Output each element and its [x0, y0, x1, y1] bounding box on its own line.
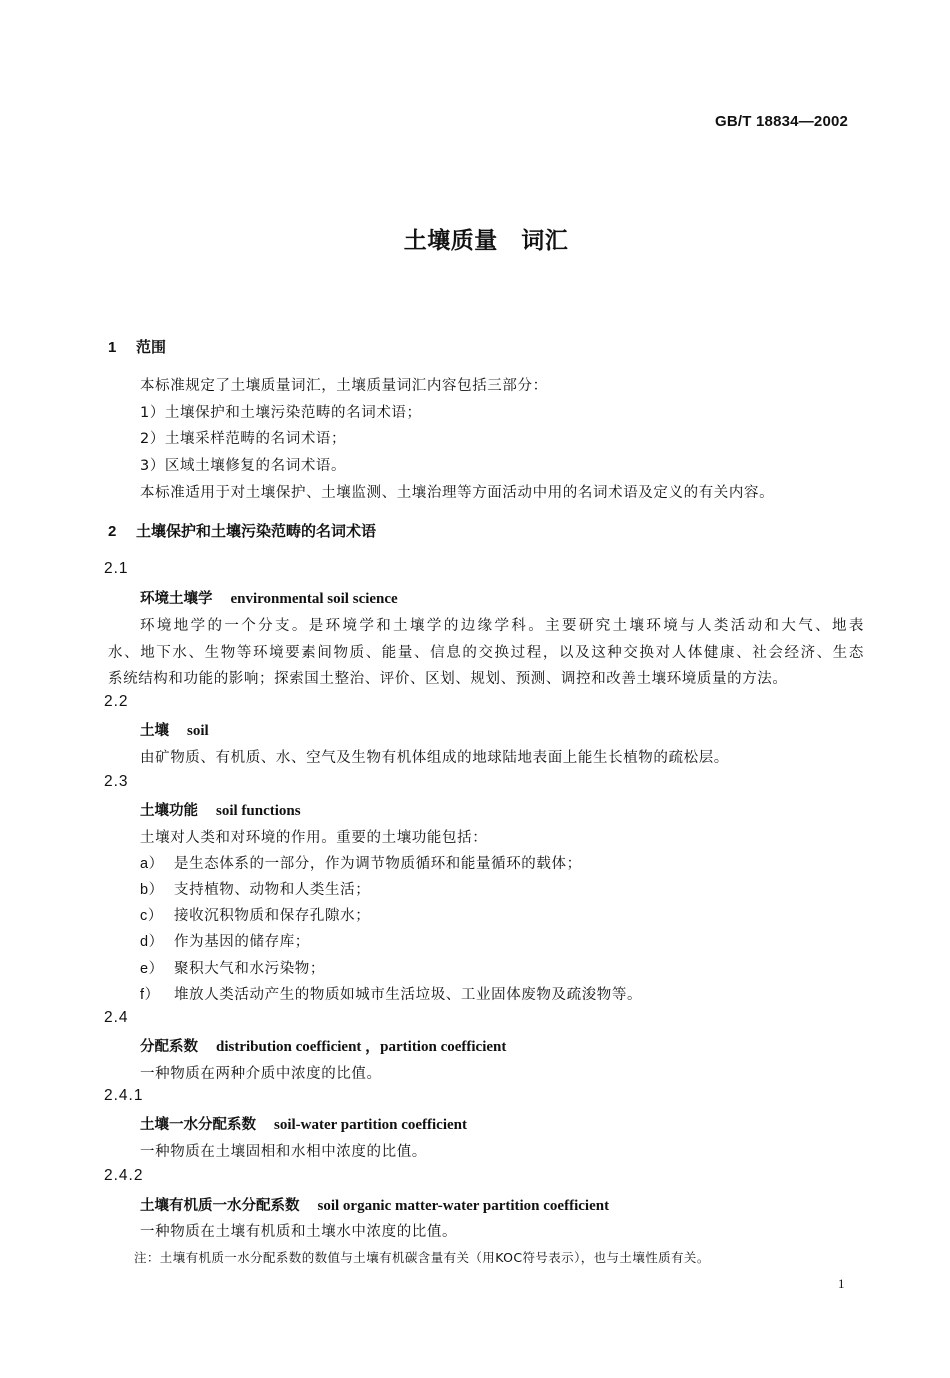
document-title: 土壤质量 词汇 — [403, 228, 569, 254]
definition-line: 环境地学的一个分支。是环境学和土壤学的边缘学科。主要研究土壤环境与人类活动和大气、地表 — [140, 618, 864, 634]
section-number: 1 — [108, 339, 117, 356]
definition: 一种物质在两种介质中浓度的比值。 — [140, 1066, 382, 1082]
definition: 土壤对人类和对环境的作用。重要的土壤功能包括： — [140, 830, 488, 846]
list-item — [140, 878, 370, 899]
clause-number: 2.4.2 — [104, 1167, 144, 1184]
term-english: distribution coefficient ，partition coefficient — [216, 1039, 507, 1055]
note: 注：土壤有机质一水分配系数的数值与土壤有机碳含量有关（用KOC符号表示），也与土壤性质有关。 — [134, 1250, 710, 1265]
section-title: 土壤保护和土壤污染范畴的名词术语 — [136, 522, 377, 540]
list-label: c） — [140, 908, 163, 924]
term-entry — [140, 587, 398, 608]
term-entry — [140, 1194, 609, 1215]
term-entry — [140, 1113, 467, 1134]
list-item — [140, 930, 310, 951]
list-text: 支持植物、动物和人类生活； — [174, 882, 371, 898]
standard-code: GB/T 18834—2002 — [715, 113, 849, 130]
clause-number: 2.4 — [104, 1009, 129, 1026]
section-2-heading — [108, 520, 376, 541]
term-entry — [140, 1035, 506, 1056]
list-label: a） — [140, 856, 164, 872]
list-text: 是生态体系的一部分，作为调节物质循环和能量循环的载体； — [174, 856, 582, 872]
scope-item: 2）土壤采样范畴的名词术语； — [140, 431, 347, 447]
term-chinese: 土壤 — [140, 723, 169, 739]
clause-number: 2.4.1 — [104, 1087, 144, 1104]
page-number: 1 — [838, 1276, 845, 1291]
list-text: 聚积大气和水污染物； — [174, 961, 325, 977]
term-english: soil-water partition coefficient — [274, 1117, 468, 1133]
list-item — [140, 852, 582, 873]
term-chinese: 分配系数 — [140, 1039, 198, 1055]
term-english: soil functions — [216, 803, 301, 819]
list-item — [140, 904, 370, 925]
term-chinese: 土壤有机质一水分配系数 — [140, 1198, 300, 1214]
list-text: 接收沉积物质和保存孔隙水； — [174, 908, 371, 924]
definition: 一种物质在土壤有机质和土壤水中浓度的比值。 — [140, 1224, 458, 1240]
list-item — [140, 983, 642, 1004]
scope-item: 1）土壤保护和土壤污染范畴的名词术语； — [140, 405, 422, 421]
section-number: 2 — [108, 523, 117, 540]
section-1-heading — [108, 336, 166, 357]
term-english: environmental soil science — [230, 591, 398, 607]
term-english: soil organic matter-water partition coefficient — [317, 1198, 610, 1214]
definition-line: 系统结构和功能的影响；探索国土整治、评价、区划、规划、预测、调控和改善土壤环境质量的方法。 — [108, 671, 788, 687]
definition: 一种物质在土壤固相和水相中浓度的比值。 — [140, 1144, 427, 1160]
definition: 由矿物质、有机质、水、空气及生物有机体组成的地球陆地表面上能生长植物的疏松层。 — [140, 750, 729, 766]
list-label: e） — [140, 961, 164, 977]
clause-number: 2.3 — [104, 773, 129, 790]
list-label: b） — [140, 882, 164, 898]
list-item — [140, 957, 325, 978]
clause-number: 2.1 — [104, 560, 129, 577]
clause-number: 2.2 — [104, 693, 129, 710]
list-text: 堆放人类活动产生的物质如城市生活垃圾、工业固体废物及疏浚物等。 — [174, 987, 643, 1003]
section-title: 范围 — [136, 338, 167, 356]
term-english: soil — [187, 723, 209, 739]
term-entry — [140, 719, 209, 740]
list-label: f） — [140, 987, 160, 1003]
scope-item: 3）区域土壤修复的名词术语。 — [140, 458, 347, 474]
term-chinese: 土壤功能 — [140, 803, 198, 819]
term-chinese: 环境土壤学 — [140, 591, 213, 607]
definition-line: 水、地下水、生物等环境要素间物质、能量、信息的交换过程，以及这种交换对人体健康、社会经济、生态 — [108, 645, 864, 661]
section-1-applicability: 本标准适用于对土壤保护、土壤监测、土壤治理等方面活动中用的名词术语及定义的有关内容。 — [140, 485, 775, 501]
term-chinese: 土壤一水分配系数 — [140, 1117, 256, 1133]
section-1-intro: 本标准规定了土壤质量词汇，土壤质量词汇内容包括三部分： — [140, 378, 548, 394]
list-label: d） — [140, 934, 164, 950]
list-text: 作为基因的储存库； — [174, 934, 310, 950]
term-entry — [140, 799, 301, 820]
